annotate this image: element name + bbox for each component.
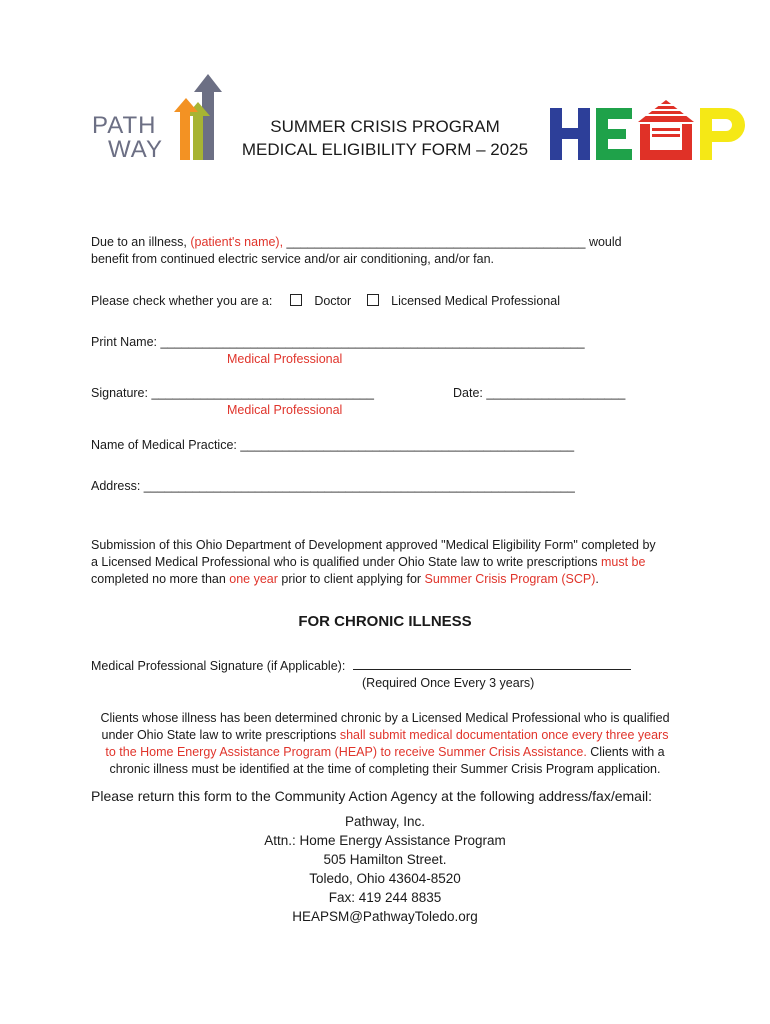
patient-name-field[interactable]: ___________________________________________ would (283, 235, 622, 249)
return-line-email[interactable]: HEAPSM@PathwayToledo.org (292, 909, 478, 924)
patient-name-placeholder: (patient's name), (190, 235, 284, 249)
heap-logo-graphic (548, 98, 748, 164)
return-heading: Please return this form to the Community Action Agency at the following address/fax/email: (91, 788, 653, 804)
intro-line-2: benefit from continued electric service and/or air conditioning, and/or fan. (91, 252, 495, 266)
chronic-line-2-text: under Ohio State law to write prescriptions (101, 728, 340, 742)
pathway-logo-line2: WAY (108, 136, 163, 163)
submission-line-2 (91, 554, 691, 571)
submission-line-3-mid: prior to client applying for (277, 572, 425, 586)
pathway-logo-line1: PATH (92, 112, 157, 139)
chronic-signature-field[interactable] (353, 656, 631, 670)
doctor-label: Doctor (314, 294, 352, 308)
return-line-fax: Fax: 419 244 8835 (328, 890, 442, 905)
chronic-paragraph (60, 710, 710, 778)
date-field[interactable]: Date: ____________________ (453, 386, 626, 400)
signature-field[interactable]: Signature: ________________________________ (91, 386, 374, 400)
return-line-attn: Attn.: Home Energy Assistance Program (264, 833, 506, 848)
chronic-signature-note: (Required Once Every 3 years) (362, 676, 535, 690)
chronic-line-2-red: shall submit medical documentation once every three years (339, 728, 669, 742)
chronic-heading: FOR CHRONIC ILLNESS (298, 613, 472, 630)
professional-type-row (91, 293, 691, 310)
chronic-line-2 (60, 727, 710, 744)
lmp-label: Licensed Medical Professional (391, 294, 560, 308)
print-name-sublabel: Medical Professional (227, 352, 343, 366)
title-line-1: SUMMER CRISIS PROGRAM (270, 117, 500, 136)
submission-line-2-text: a Licensed Medical Professional who is qualified under Ohio State law to write prescriptions (91, 555, 601, 569)
submission-line-1: Submission of this Ohio Department of Development approved "Medical Eligibility Form" completed by (91, 538, 656, 552)
submission-line-3 (91, 571, 691, 588)
chronic-line-4: chronic illness must be identified at the time of completing their Summer Crisis Program application. (109, 762, 661, 776)
print-name-field[interactable]: Print Name: _____________________________________________________________ (91, 335, 585, 349)
chronic-line-3 (60, 744, 710, 761)
pathway-logo (90, 72, 240, 164)
return-line-org: Pathway, Inc. (344, 814, 426, 829)
chronic-line-3-red: to the Home Energy Assistance Program (HEAP) to receive Summer Crisis Assistance. (105, 745, 587, 759)
submission-period: . (595, 572, 599, 586)
intro-paragraph (91, 234, 691, 268)
return-address-block (0, 812, 770, 926)
submission-must-be: must be (601, 555, 646, 569)
check-prompt: Please check whether you are a: (91, 294, 273, 308)
submission-paragraph (91, 537, 691, 588)
intro-line-1 (91, 234, 691, 251)
return-line-street: 505 Hamilton Street. (323, 852, 447, 867)
return-line-city: Toledo, Ohio 43604-8520 (309, 871, 461, 886)
page-title (225, 115, 545, 161)
medical-practice-field[interactable]: Name of Medical Practice: ________________________________________________ (91, 438, 575, 452)
title-line-2: MEDICAL ELIGIBILITY FORM – 2025 (241, 140, 529, 159)
chronic-line-3-text: Clients with a (586, 745, 665, 759)
submission-one-year: one year (229, 572, 278, 586)
signature-sublabel: Medical Professional (227, 403, 343, 417)
submission-line-3-text: completed no more than (91, 572, 230, 586)
heap-logo (548, 98, 748, 164)
lmp-checkbox[interactable] (367, 294, 379, 306)
chronic-line-1: Clients whose illness has been determined chronic by a Licensed Medical Professional who is qualified (100, 711, 670, 725)
chronic-signature-row (91, 656, 631, 675)
intro-prefix: Due to an illness, (91, 235, 191, 249)
submission-scp: Summer Crisis Program (SCP) (424, 572, 596, 586)
chronic-signature-label: Medical Professional Signature (if Applicable): (91, 659, 346, 673)
address-field[interactable]: Address: ______________________________________________________________ (91, 479, 575, 493)
doctor-checkbox[interactable] (290, 294, 302, 306)
